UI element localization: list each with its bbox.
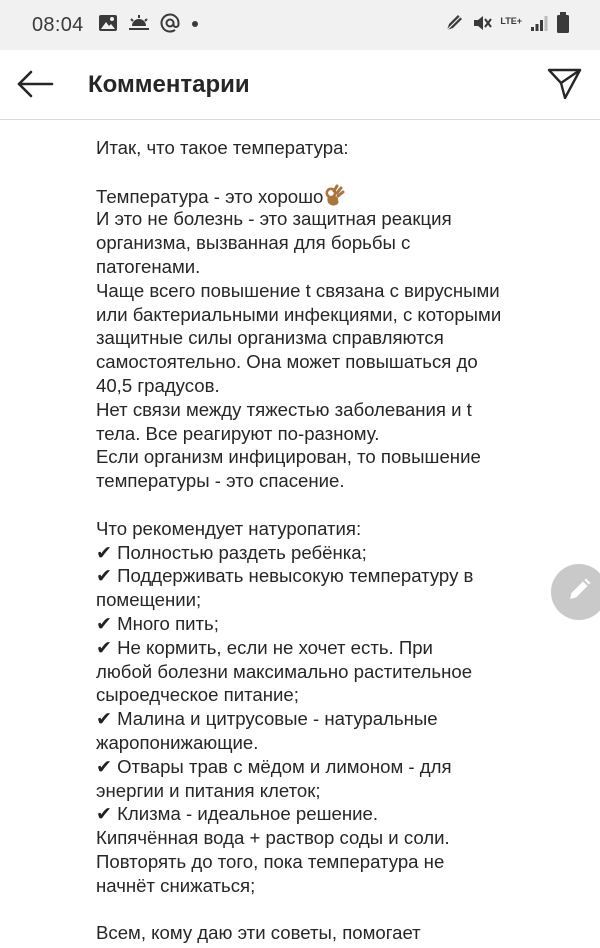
status-bar — [0, 0, 600, 50]
checklist-text: Поддерживать невысокую температуру в — [111, 565, 474, 587]
status-time: 08:04 — [32, 13, 84, 36]
battery-icon — [556, 12, 570, 39]
dot-icon — [190, 16, 200, 34]
comment-line: помещении; — [96, 589, 202, 611]
checklist-text: Не кормить, если не хочет есть. При — [111, 636, 433, 658]
comment-line: защитные силы организма справляются — [96, 327, 444, 349]
status-right-icons — [444, 12, 570, 39]
comment-line: любой болезни максимально растительное — [96, 660, 473, 682]
checklist-text: Малина и цитрусовые - натуральные — [111, 708, 438, 730]
comment-text — [96, 136, 566, 945]
checkmark-icon: ✔ — [96, 755, 112, 778]
comment-line: тела. Все реагируют по-разному. — [96, 422, 380, 444]
comment-line: сыроедческое питание; — [96, 684, 299, 706]
comment-line: И это не болезнь - это защитная реакция — [96, 208, 452, 230]
checkmark-icon: ✔ — [96, 636, 112, 659]
page-title: Комментарии — [88, 71, 250, 98]
status-left-icons — [98, 13, 200, 38]
mute-icon — [472, 13, 492, 38]
checkmark-icon: ✔ — [96, 708, 112, 731]
at-sign-icon — [160, 13, 180, 38]
comment-line: патогенами. — [96, 255, 201, 277]
checklist-text: Отвары трав с мёдом и лимоном - для — [111, 755, 452, 777]
comment-line-partial: Всем, кому даю эти советы, помогает — [96, 922, 421, 944]
comment-line: энергии и питания клеток; — [96, 779, 321, 801]
comment-line: Чаще всего повышение t связана с вирусными — [96, 279, 500, 301]
comment-line-with-emoji — [96, 184, 566, 208]
app-header — [0, 50, 600, 120]
weather-icon — [128, 14, 150, 37]
checklist-item — [96, 707, 566, 731]
checklist-text: Полностью раздеть ребёнка; — [111, 541, 367, 563]
checklist-item — [96, 755, 566, 779]
checkmark-icon: ✔ — [96, 803, 112, 826]
comment-line: Кипячённая вода + раствор соды и соли. — [96, 827, 450, 849]
back-button[interactable] — [14, 65, 56, 107]
blank-line — [96, 493, 566, 517]
comment-line: Повторять до того, пока температура не — [96, 850, 445, 872]
comment-line: или бактериальными инфекциями, с которыми — [96, 303, 502, 325]
checklist-item — [96, 541, 566, 565]
comment-line: организма, вызванная для борьбы с — [96, 232, 411, 254]
arrow-left-icon — [16, 69, 54, 104]
checkmark-icon: ✔ — [96, 565, 112, 588]
checklist-text: Клизма - идеальное решение. — [111, 803, 378, 825]
blank-line — [96, 160, 566, 184]
comment-line-text: Температура - это хорошо — [96, 185, 324, 207]
checkmark-icon: ✔ — [96, 612, 112, 635]
checklist-item — [96, 564, 566, 588]
checklist-item — [96, 612, 566, 636]
comment-line: Что рекомендует натуропатия: — [96, 517, 362, 539]
comment-line: Итак, что такое температура: — [96, 137, 349, 158]
comment-line: Если организм инфицирован, то повышение — [96, 446, 481, 468]
comment-line: самостоятельно. Она может повышаться до — [96, 351, 478, 373]
checkmark-icon: ✔ — [96, 541, 112, 564]
signal-icon — [530, 14, 548, 37]
pencil-icon — [566, 577, 592, 608]
comment-line: Нет связи между тяжестью заболевания и t — [96, 398, 472, 420]
edit-button[interactable] — [551, 564, 600, 620]
comment-line: начнёт снижаться; — [96, 874, 256, 896]
checklist-item — [96, 802, 566, 826]
direct-send-button[interactable] — [544, 65, 586, 107]
direct-send-icon — [547, 67, 583, 106]
comment-line: 40,5 градусов. — [96, 374, 220, 396]
checklist-item — [96, 636, 566, 660]
network-type-label: LTE+ — [500, 16, 522, 26]
image-icon — [98, 14, 118, 37]
comment-line: жаропонижающие. — [96, 731, 259, 753]
pen-icon — [444, 13, 464, 38]
checklist-text: Много пить; — [111, 612, 219, 634]
comment-line: температуры - это спасение. — [96, 470, 345, 492]
blank-line — [96, 898, 566, 922]
